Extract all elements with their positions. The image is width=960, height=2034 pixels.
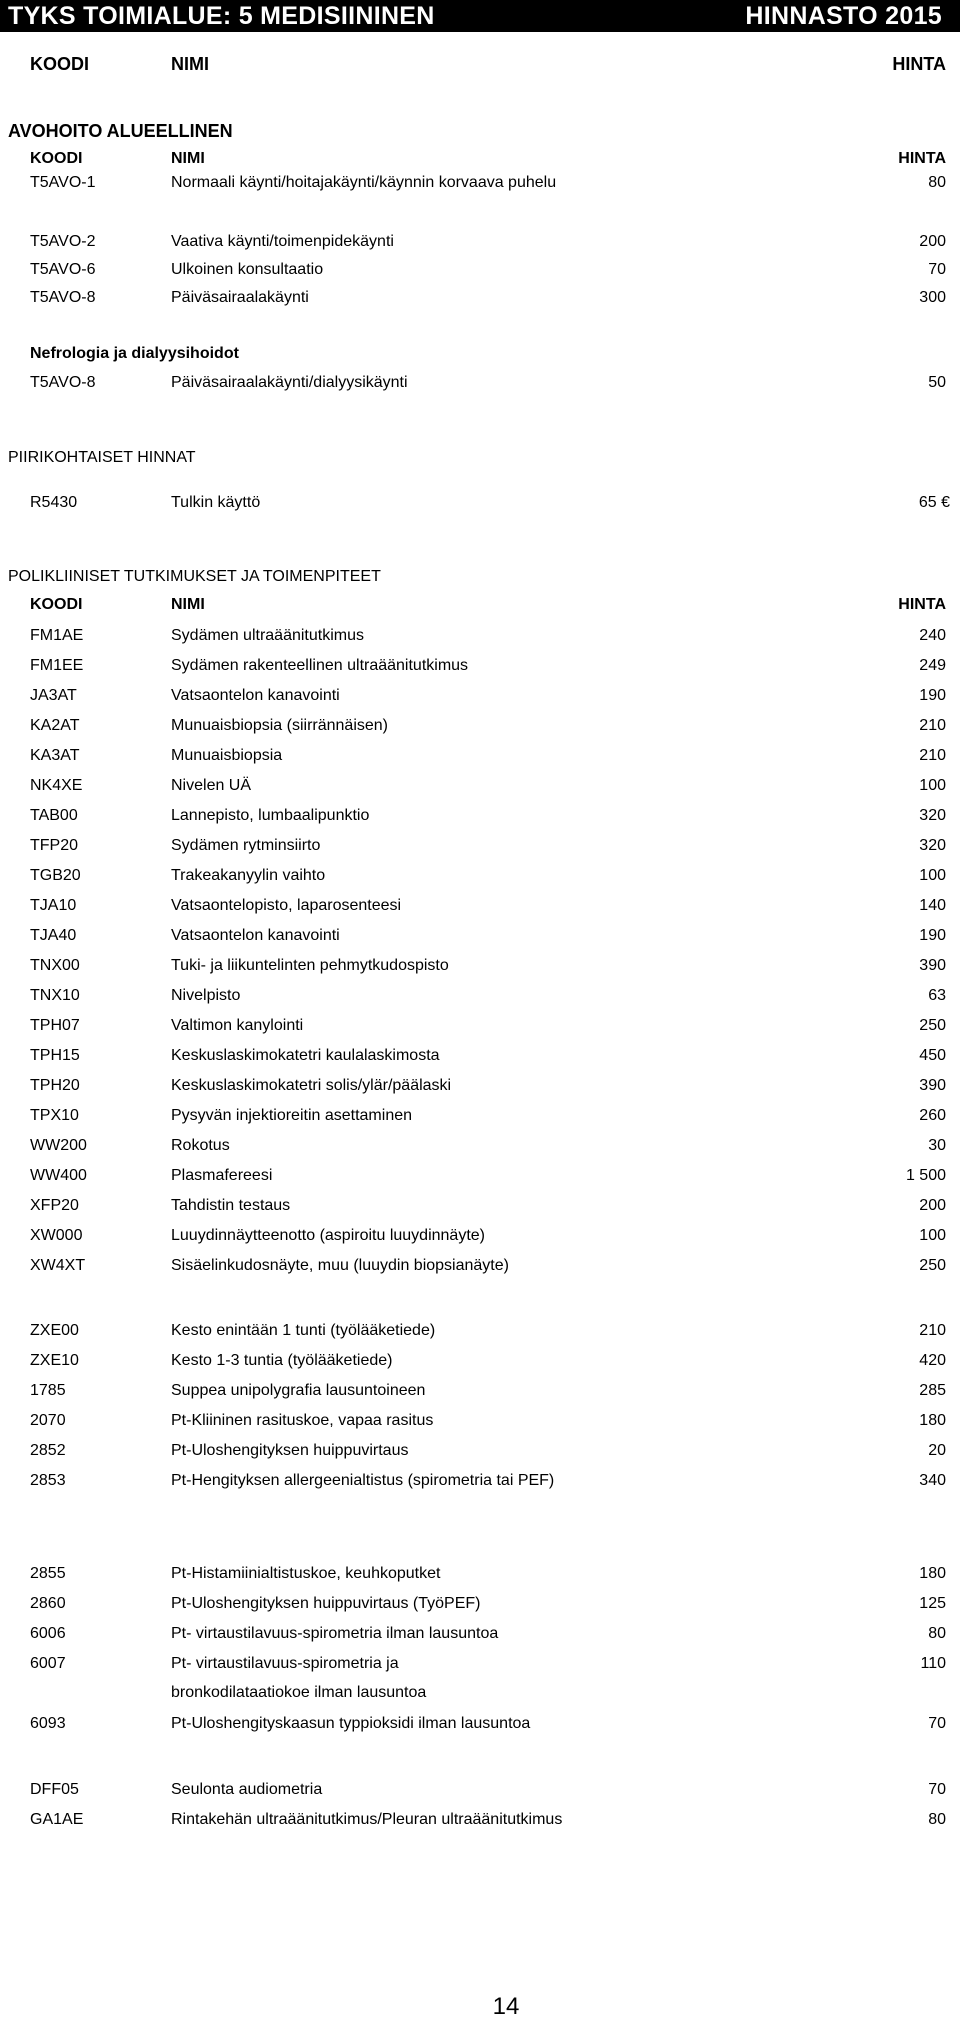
- row-code: GA1AE: [30, 1811, 84, 1828]
- row-name: Tuki- ja liikuntelinten pehmytkudospisto: [171, 957, 449, 974]
- row-price: 70: [928, 261, 946, 278]
- row-price: 210: [919, 1322, 946, 1339]
- column-header-price: HINTA: [898, 150, 946, 167]
- row-name: Keskuslaskimokatetri solis/ylär/päälaski: [171, 1077, 452, 1094]
- row-name: Normaali käynti/hoitajakäynti/käynnin korvaava puhelu: [171, 174, 557, 191]
- row-code: R5430: [30, 494, 78, 511]
- row-name: Suppea unipolygrafia lausuntoineen: [171, 1382, 426, 1399]
- table-row: [0, 651, 960, 681]
- row-code: TAB00: [30, 807, 78, 824]
- row-code: TJA10: [30, 897, 77, 914]
- row-code: JA3AT: [30, 687, 77, 704]
- table-row: [0, 741, 960, 771]
- row-price: 340: [919, 1472, 946, 1489]
- row-code: 2070: [30, 1412, 66, 1429]
- table-row: [0, 1436, 960, 1466]
- row-code: XW4XT: [30, 1257, 86, 1274]
- table-row: [0, 1406, 960, 1436]
- column-header-name: NIMI: [171, 54, 209, 74]
- row-price: 249: [919, 657, 946, 674]
- row-code: 2860: [30, 1595, 66, 1612]
- row-price: 200: [919, 233, 946, 250]
- row-price: 100: [919, 1227, 946, 1244]
- row-name: Ulkoinen konsultaatio: [171, 261, 324, 278]
- row-code: TJA40: [30, 927, 77, 944]
- row-price: 300: [919, 289, 946, 306]
- row-name: Pysyvän injektioreitin asettaminen: [171, 1107, 413, 1124]
- row-name: Vatsaontelopisto, laparosenteesi: [171, 897, 402, 914]
- row-name: Päiväsairaalakäynti/dialyysikäynti: [171, 374, 408, 391]
- table-row: [0, 1589, 960, 1619]
- table-row: [0, 1251, 960, 1281]
- row-price: 50: [928, 374, 946, 391]
- row-price: 420: [919, 1352, 946, 1369]
- table-row: [0, 801, 960, 831]
- row-code: 1785: [30, 1382, 66, 1399]
- row-price: 390: [919, 1077, 946, 1094]
- row-price: 450: [919, 1047, 946, 1064]
- table-row: [0, 891, 960, 921]
- row-name: Lannepisto, lumbaalipunktio: [171, 807, 370, 824]
- row-code: T5AVO-1: [30, 174, 96, 191]
- row-code: 2855: [30, 1565, 66, 1582]
- row-name: Sydämen ultraäänitutkimus: [171, 627, 364, 644]
- row-price: 80: [928, 1811, 946, 1828]
- row-name: Tahdistin testaus: [171, 1197, 291, 1214]
- section-title-poliklinikka: POLIKLIINISET TUTKIMUKSET JA TOIMENPITEET: [8, 568, 381, 585]
- section-title-nefrologia: Nefrologia ja dialyysihoidot: [30, 345, 239, 362]
- row-code: TPH15: [30, 1047, 80, 1064]
- row-price: 20: [928, 1442, 946, 1459]
- row-name: Kesto 1-3 tuntia (työlääketiede): [171, 1352, 393, 1369]
- row-price: 100: [919, 867, 946, 884]
- table-row: [0, 168, 960, 226]
- row-name: Vaativa käynti/toimenpidekäynti: [171, 233, 394, 250]
- table-row: [0, 368, 960, 398]
- row-code: XW000: [30, 1227, 83, 1244]
- row-price: 250: [919, 1257, 946, 1274]
- row-price: 200: [919, 1197, 946, 1214]
- table-row: [0, 1709, 960, 1769]
- row-name: Pt-Hengityksen allergeenialtistus (spirometria tai PEF): [171, 1472, 555, 1489]
- table-row: [0, 1191, 960, 1221]
- section-title-avohoito: AVOHOITO ALUEELLINEN: [8, 121, 233, 141]
- row-price: 190: [919, 687, 946, 704]
- row-price: 210: [919, 717, 946, 734]
- row-name: Sisäelinkudosnäyte, muu (luuydin biopsianäyte): [171, 1257, 509, 1274]
- table-row: [0, 1559, 960, 1589]
- row-code: 6093: [30, 1715, 66, 1732]
- row-price: 125: [919, 1595, 946, 1612]
- row-name: Pt-Uloshengityksen huippuvirtaus: [171, 1442, 409, 1459]
- table-row: [0, 951, 960, 981]
- row-price: 320: [919, 837, 946, 854]
- table-row: [0, 1131, 960, 1161]
- row-code: T5AVO-2: [30, 233, 96, 250]
- table-row: [0, 1376, 960, 1406]
- row-price: 100: [919, 777, 946, 794]
- table-row: [0, 1101, 960, 1131]
- row-name: Munuaisbiopsia (siirrännäisen): [171, 717, 388, 734]
- row-name: Munuaisbiopsia: [171, 747, 283, 764]
- table-row: [0, 488, 960, 518]
- row-name: Pt-Uloshengityksen huippuvirtaus (TyöPEF): [171, 1595, 481, 1612]
- column-header-code: KOODI: [30, 596, 83, 613]
- table-row: [0, 1041, 960, 1071]
- row-code: TNX10: [30, 987, 80, 1004]
- table-row: [0, 1619, 960, 1649]
- row-name: Plasmafereesi: [171, 1167, 273, 1184]
- row-name: Sydämen rakenteellinen ultraäänitutkimus: [171, 657, 469, 674]
- row-price: 190: [919, 927, 946, 944]
- row-name: Luuydinnäytteenotto (aspiroitu luuydinnäyte): [171, 1227, 485, 1244]
- row-price: 180: [919, 1565, 946, 1582]
- row-code: NK4XE: [30, 777, 83, 794]
- row-price: 180: [919, 1412, 946, 1429]
- row-price: 240: [919, 627, 946, 644]
- row-price: 70: [928, 1715, 946, 1732]
- row-price: 140: [919, 897, 946, 914]
- row-price: 110: [920, 1655, 946, 1672]
- column-header-code: KOODI: [30, 150, 83, 167]
- row-name: Pt-Histamiinialtistuskoe, keuhkoputket: [171, 1565, 441, 1582]
- row-name: Nivelen UÄ: [171, 777, 252, 794]
- row-code: TNX00: [30, 957, 80, 974]
- table-row: [0, 681, 960, 711]
- row-code: T5AVO-8: [30, 289, 96, 306]
- table-row: [0, 1071, 960, 1101]
- row-price: 30: [928, 1137, 946, 1154]
- row-price: 65 €: [918, 494, 950, 511]
- row-name: Tulkin käyttö: [171, 494, 261, 511]
- row-name: Kesto enintään 1 tunti (työlääketiede): [171, 1322, 436, 1339]
- row-code: FM1AE: [30, 627, 84, 644]
- row-code: TPH07: [30, 1017, 80, 1034]
- document-title-bar: [0, 0, 960, 32]
- row-name: Rokotus: [171, 1137, 230, 1154]
- row-name: Keskuslaskimokatetri kaulalaskimosta: [171, 1047, 440, 1064]
- table-row: [0, 1775, 960, 1805]
- table-row: [0, 227, 960, 257]
- column-header-price: HINTA: [892, 54, 946, 74]
- row-code: 2852: [30, 1442, 66, 1459]
- row-code: TPH20: [30, 1077, 80, 1094]
- row-code: T5AVO-6: [30, 261, 96, 278]
- row-code: 6007: [30, 1655, 66, 1672]
- row-price: 70: [928, 1781, 946, 1798]
- row-code: T5AVO-8: [30, 374, 96, 391]
- table-row: [0, 1161, 960, 1191]
- row-code: FM1EE: [30, 657, 84, 674]
- row-name: Pt- virtaustilavuus-spirometria ja bronkodilataatiokoe ilman lausuntoa: [171, 1655, 427, 1701]
- row-code: TFP20: [30, 837, 79, 854]
- row-code: ZXE10: [30, 1352, 79, 1369]
- table-row: [0, 831, 960, 861]
- column-header-price: HINTA: [898, 596, 946, 613]
- row-name: Valtimon kanylointi: [171, 1017, 304, 1034]
- table-row: [0, 981, 960, 1011]
- row-name: Vatsaontelon kanavointi: [171, 687, 340, 704]
- row-code: KA2AT: [30, 717, 80, 734]
- row-name: Nivelpisto: [171, 987, 241, 1004]
- row-price: 80: [928, 174, 946, 191]
- page-number: 14: [492, 1993, 520, 2020]
- table-row: [0, 1346, 960, 1376]
- table-row: [0, 1316, 960, 1346]
- row-code: 6006: [30, 1625, 66, 1642]
- row-code: KA3AT: [30, 747, 80, 764]
- row-price: 210: [919, 747, 946, 764]
- row-name: Pt- virtaustilavuus-spirometria ilman lausuntoa: [171, 1625, 499, 1642]
- division-title: TYKS TOIMIALUE: 5 MEDISIININEN: [8, 1, 435, 30]
- row-name: Sydämen rytminsiirto: [171, 837, 321, 854]
- row-price: 80: [928, 1625, 946, 1642]
- table-row: [0, 283, 960, 313]
- column-header-name: NIMI: [171, 596, 205, 613]
- table-row: [0, 621, 960, 651]
- table-row: [0, 1649, 960, 1709]
- row-name: Rintakehän ultraäänitutkimus/Pleuran ultraäänitutkimus: [171, 1811, 563, 1828]
- row-code: DFF05: [30, 1781, 79, 1798]
- table-row: [0, 1805, 960, 1865]
- row-name: Pt-Uloshengityskaasun typpioksidi ilman lausuntoa: [171, 1715, 531, 1732]
- table-row: [0, 771, 960, 801]
- row-code: TPX10: [30, 1107, 79, 1124]
- row-code: 2853: [30, 1472, 66, 1489]
- row-price: 1 500: [905, 1167, 946, 1184]
- table-row: [0, 1221, 960, 1251]
- price-list-year: HINNASTO 2015: [745, 1, 942, 30]
- row-price: 285: [919, 1382, 946, 1399]
- column-header-code: KOODI: [30, 54, 90, 74]
- row-code: TGB20: [30, 867, 81, 884]
- row-price: 63: [928, 987, 946, 1004]
- poliklinikka-column-header: [0, 590, 960, 620]
- row-price: 320: [919, 807, 946, 824]
- main-column-header: [0, 49, 960, 79]
- table-row: [0, 921, 960, 951]
- column-header-name: NIMI: [171, 150, 205, 167]
- row-code: XFP20: [30, 1197, 79, 1214]
- row-name: Trakeakanyylin vaihto: [171, 867, 326, 884]
- table-row: [0, 711, 960, 741]
- row-name: Päiväsairaalakäynti: [171, 289, 309, 306]
- table-row: [0, 861, 960, 891]
- section-title-piirikohtaiset: PIIRIKOHTAISET HINNAT: [8, 449, 196, 466]
- row-price: 390: [919, 957, 946, 974]
- row-code: WW200: [30, 1137, 87, 1154]
- row-price: 250: [919, 1017, 946, 1034]
- table-row: [0, 1466, 960, 1526]
- row-price: 260: [919, 1107, 946, 1124]
- table-row: [0, 1011, 960, 1041]
- row-name: Vatsaontelon kanavointi: [171, 927, 340, 944]
- row-code: WW400: [30, 1167, 87, 1184]
- row-name: Seulonta audiometria: [171, 1781, 323, 1798]
- row-name: Pt-Kliininen rasituskoe, vapaa rasitus: [171, 1412, 434, 1429]
- table-row: [0, 255, 960, 285]
- row-code: ZXE00: [30, 1322, 79, 1339]
